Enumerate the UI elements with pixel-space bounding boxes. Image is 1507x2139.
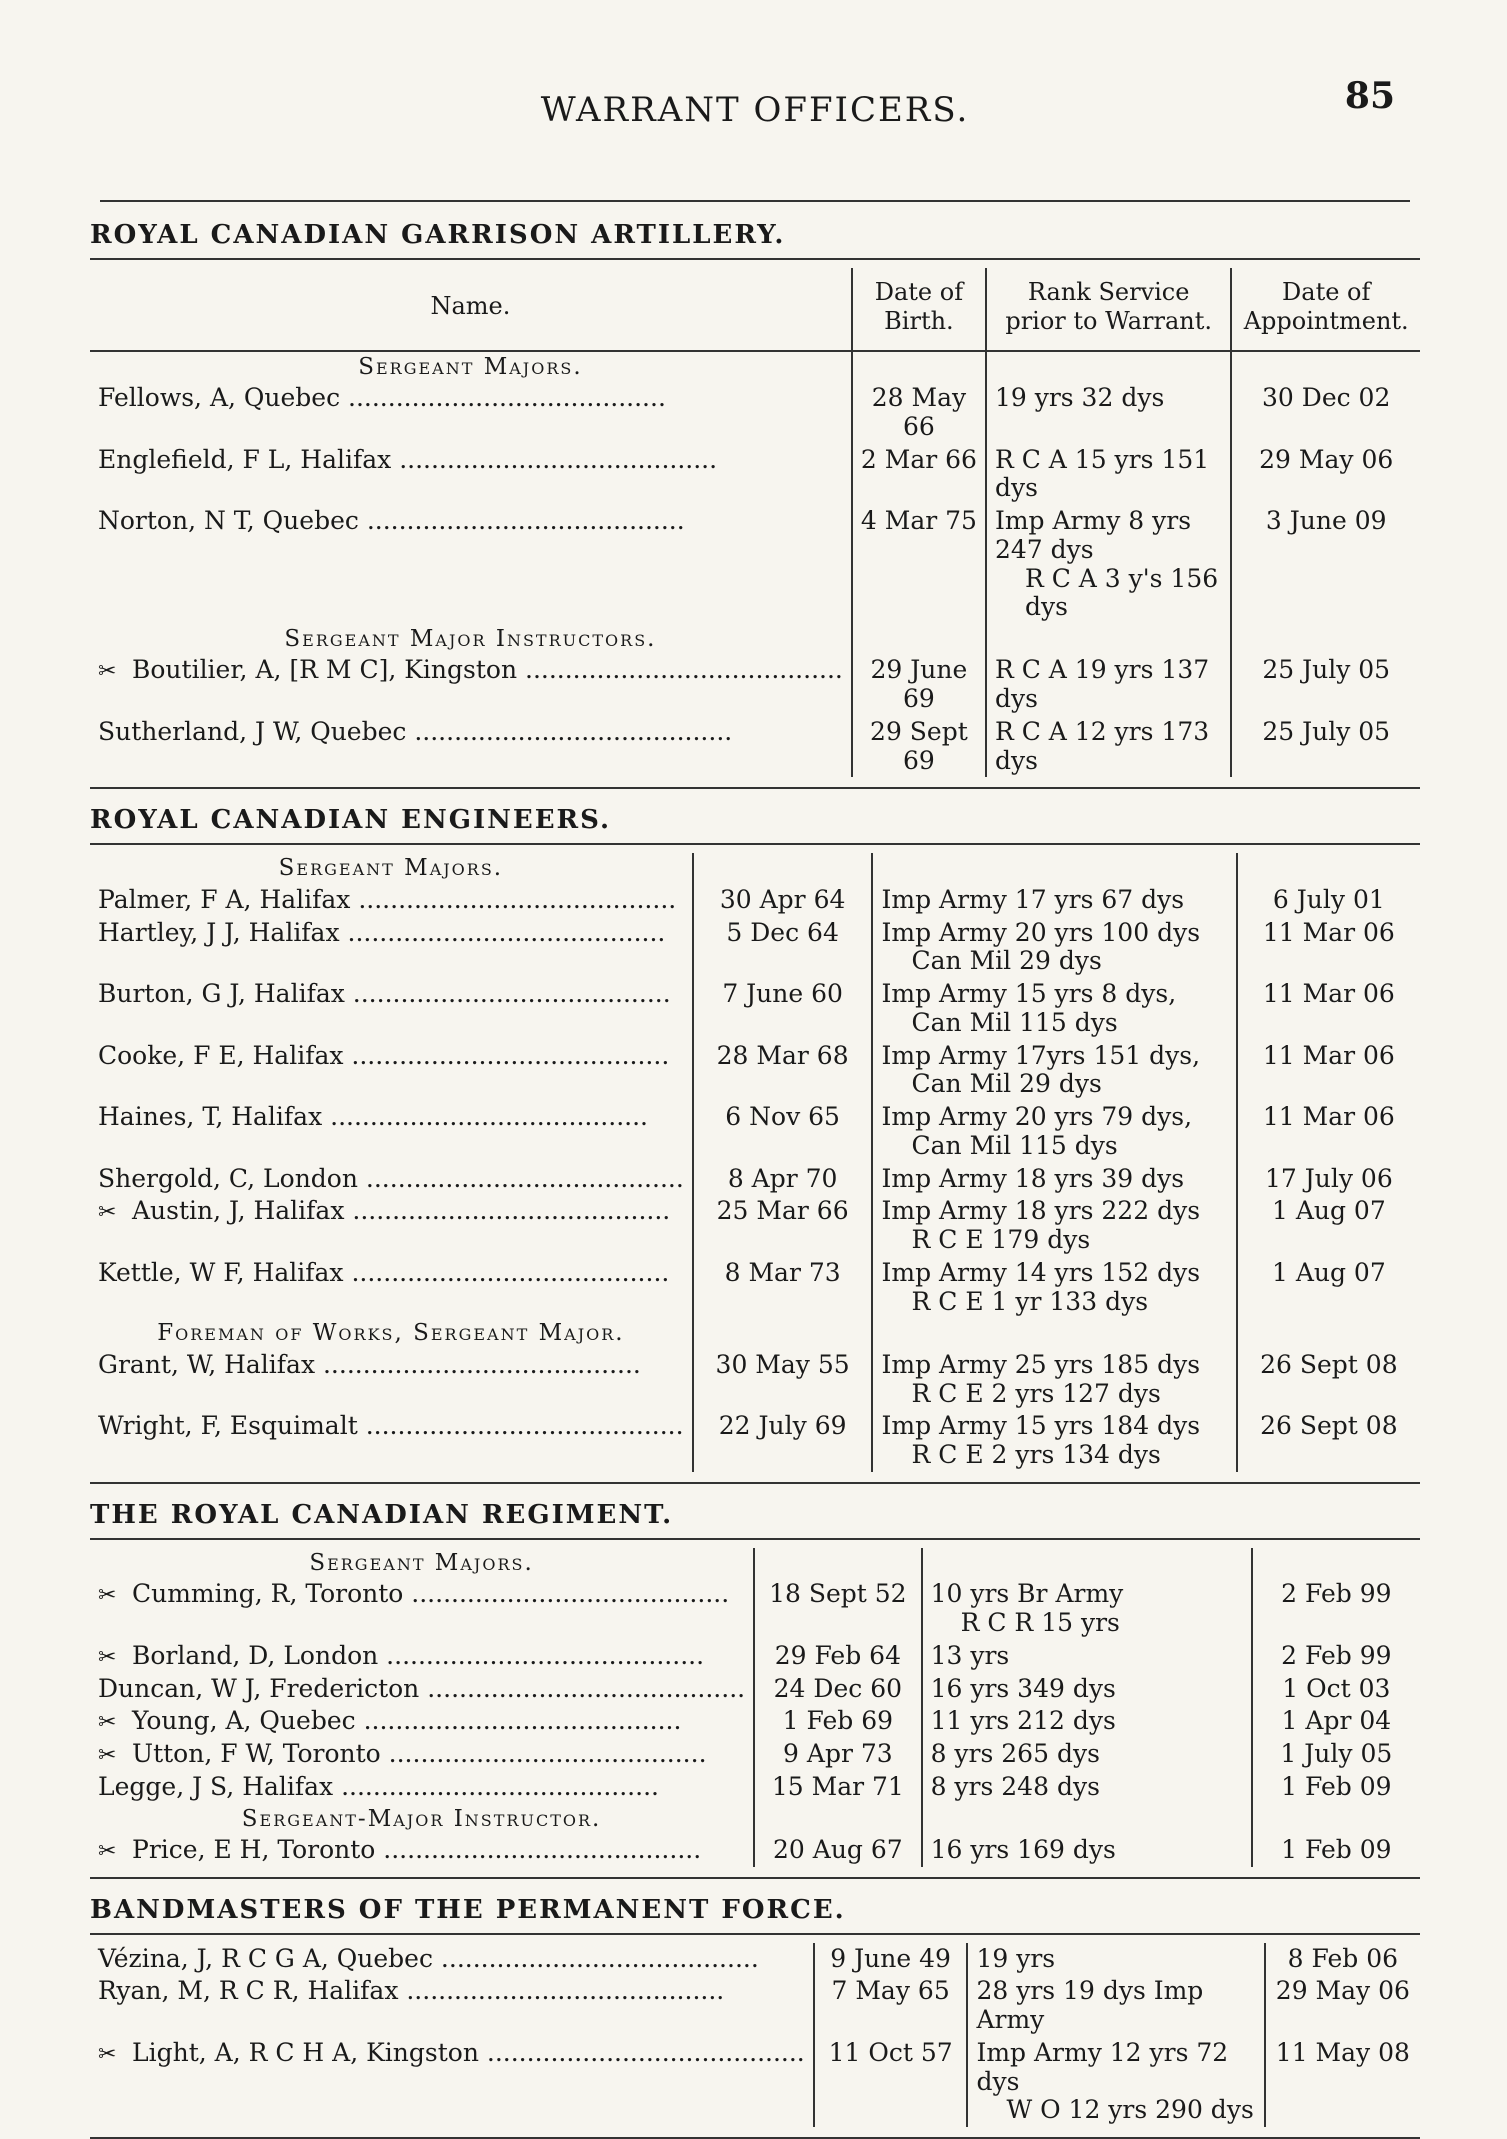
empty-cell — [754, 1804, 921, 1834]
date-of-birth: 5 Dec 64 — [693, 917, 873, 979]
officer-name — [90, 444, 852, 506]
date-of-appointment: 26 Sept 08 — [1237, 1349, 1420, 1411]
officer-name-text: Borland, D, London ........................................ — [132, 1640, 705, 1670]
empty-cell — [1252, 1548, 1420, 1578]
rank-service — [922, 1673, 1252, 1706]
date-of-birth: 29 Feb 64 — [754, 1640, 921, 1673]
section-bottom-rule — [90, 787, 1420, 789]
officer-name-text: Cooke, F E, Halifax ........................................ — [98, 1040, 670, 1070]
date-of-appointment: 25 July 05 — [1231, 654, 1420, 716]
section-title: ROYAL CANADIAN GARRISON ARTILLERY. — [90, 220, 786, 250]
officer-name-text: Legge, J S, Halifax ........................................ — [98, 1771, 659, 1801]
officer-name — [90, 1257, 693, 1319]
table-row — [90, 1640, 1420, 1673]
rank-service — [986, 654, 1231, 716]
officer-name-text: Shergold, C, London ........................................ — [98, 1163, 684, 1193]
date-of-birth: 7 May 65 — [814, 1975, 968, 2037]
table-row — [90, 444, 1420, 506]
empty-cell — [872, 853, 1236, 883]
date-of-appointment: 11 Mar 06 — [1237, 1040, 1420, 1102]
officer-name-text: Young, A, Quebec ........................................ — [132, 1706, 682, 1736]
officer-name — [90, 1410, 693, 1472]
officer-name-text: Fellows, A, Quebec ........................................ — [98, 383, 666, 413]
rank-service-line: R C E 1 yr 133 dys — [911, 1286, 1149, 1316]
date-of-appointment: 11 Mar 06 — [1237, 1101, 1420, 1163]
empty-cell — [852, 351, 986, 382]
scissors-mark-icon: ✂ — [98, 1838, 117, 1864]
rank-service — [872, 1195, 1236, 1257]
table-row — [90, 884, 1420, 917]
date-of-birth: 25 Mar 66 — [693, 1195, 873, 1257]
date-of-birth: 30 Apr 64 — [693, 884, 873, 917]
empty-cell — [1231, 624, 1420, 654]
empty-cell — [693, 853, 873, 883]
officer-name — [90, 1040, 693, 1102]
table-row — [90, 917, 1420, 979]
rank-service-line: Imp Army 18 yrs 222 dys — [881, 1196, 1201, 1226]
rank-service — [872, 884, 1236, 917]
officer-name-text: Duncan, W J, Fredericton ........................................ — [98, 1673, 746, 1703]
table-row — [90, 1257, 1420, 1319]
empty-cell — [922, 1548, 1252, 1578]
rank-service-line: 19 yrs — [976, 1943, 1056, 1973]
rank-service — [986, 716, 1231, 778]
officers-table — [90, 268, 1420, 777]
date-of-appointment: 11 Mar 06 — [1237, 917, 1420, 979]
officer-name-text: Boutilier, A, [R M C], Kingston ........................................ — [132, 655, 843, 685]
officer-name-text: Sutherland, J W, Quebec ........................................ — [98, 716, 733, 746]
officer-name-text: Kettle, W F, Halifax ........................................ — [98, 1257, 670, 1287]
officer-name — [90, 1943, 814, 1976]
rank-service — [967, 1943, 1264, 1976]
date-of-appointment: 1 July 05 — [1252, 1738, 1420, 1771]
rank-service-line: R C E 2 yrs 134 dys — [911, 1440, 1161, 1470]
officer-name-text: Price, E H, Toronto ........................................ — [132, 1834, 702, 1864]
document-page — [90, 40, 1420, 2139]
scissors-mark-icon: ✂ — [98, 1710, 117, 1736]
date-of-birth: 1 Feb 69 — [754, 1705, 921, 1738]
date-of-appointment: 1 Feb 09 — [1252, 1771, 1420, 1804]
officers-table — [90, 1548, 1420, 1867]
date-of-birth: 9 Apr 73 — [754, 1738, 921, 1771]
date-of-appointment: 30 Dec 02 — [1231, 382, 1420, 444]
section-title: ROYAL CANADIAN ENGINEERS. — [90, 805, 612, 836]
group-subhead: Sergeant Majors. — [358, 353, 583, 380]
officer-name — [90, 1640, 754, 1673]
rank-service — [872, 1040, 1236, 1102]
date-of-appointment: 1 Oct 03 — [1252, 1673, 1420, 1706]
officer-name — [90, 1975, 814, 2037]
rank-service-line: 13 yrs — [930, 1640, 1010, 1670]
empty-cell — [986, 624, 1231, 654]
rank-service — [872, 1163, 1236, 1196]
table-row — [90, 1771, 1420, 1804]
rank-service-line: 28 yrs 19 dys Imp Army — [976, 1976, 1204, 2035]
scissors-mark-icon: ✂ — [98, 1200, 117, 1226]
date-of-birth: 24 Dec 60 — [754, 1673, 921, 1706]
empty-cell — [1231, 351, 1420, 382]
page-number: 85 — [1344, 75, 1395, 117]
empty-cell — [754, 1548, 921, 1578]
table-row — [90, 654, 1420, 716]
officer-name — [90, 1163, 693, 1196]
rank-service — [986, 444, 1231, 506]
rank-service-line: Can Mil 115 dys — [911, 1007, 1118, 1037]
rank-service — [922, 1771, 1252, 1804]
scissors-mark-icon: ✂ — [98, 1743, 117, 1769]
date-of-appointment: 25 July 05 — [1231, 716, 1420, 778]
rank-service-line: Imp Army 8 yrs 247 dys — [994, 506, 1192, 564]
officer-name — [90, 654, 852, 716]
rank-service-line: R C A 19 yrs 137 dys — [994, 655, 1210, 714]
table-row — [90, 1738, 1420, 1771]
column-header-rank: Rank Service prior to Warrant. — [986, 268, 1231, 351]
section-rule — [90, 1933, 1420, 1935]
section-bottom-rule — [90, 1877, 1420, 1879]
date-of-birth: 11 Oct 57 — [814, 2037, 968, 2127]
rank-service — [872, 1349, 1236, 1411]
date-of-birth: 9 June 49 — [814, 1943, 968, 1976]
group-subhead: Sergeant Major Instructors. — [284, 626, 657, 653]
rank-service-line: Imp Army 20 yrs 100 dys — [881, 917, 1201, 947]
group-subhead: Sergeant Majors. — [278, 855, 504, 882]
officers-table — [90, 1943, 1420, 2128]
officer-name — [90, 1705, 754, 1738]
rank-service — [922, 1738, 1252, 1771]
scissors-mark-icon: ✂ — [98, 1644, 117, 1670]
date-of-birth: 2 Mar 66 — [852, 444, 986, 506]
rank-service — [986, 505, 1231, 624]
table-row — [90, 1410, 1420, 1472]
officer-name-text: Norton, N T, Quebec ........................................ — [98, 506, 685, 536]
table-body — [90, 1548, 1420, 1867]
date-of-appointment: 3 June 09 — [1231, 505, 1420, 624]
date-of-birth: 18 Sept 52 — [754, 1578, 921, 1640]
date-of-appointment: 1 Apr 04 — [1252, 1705, 1420, 1738]
officer-name-text: Cumming, R, Toronto ........................................ — [132, 1579, 730, 1609]
group-subhead: Foreman of Works, Sergeant Major. — [157, 1320, 625, 1347]
rank-service — [967, 2037, 1264, 2127]
empty-cell — [1252, 1804, 1420, 1834]
header-rule — [100, 200, 1410, 202]
empty-cell — [1237, 1318, 1420, 1348]
officer-name — [90, 917, 693, 979]
officer-name — [90, 1771, 754, 1804]
rank-service-line: 19 yrs 32 dys — [994, 383, 1165, 413]
rank-service — [872, 917, 1236, 979]
date-of-appointment: 26 Sept 08 — [1237, 1410, 1420, 1472]
date-of-appointment: 1 Feb 09 — [1252, 1834, 1420, 1867]
scissors-mark-icon: ✂ — [98, 1583, 117, 1609]
table-header — [90, 268, 1420, 351]
group-subhead-row — [90, 1548, 1420, 1578]
date-of-birth: 22 July 69 — [693, 1410, 873, 1472]
group-subhead: Sergeant Majors. — [309, 1549, 534, 1576]
group-subhead-row — [90, 624, 1420, 654]
empty-cell — [1237, 853, 1420, 883]
group-subhead-row — [90, 351, 1420, 382]
table-row — [90, 1834, 1420, 1867]
rank-service-line: 8 yrs 248 dys — [930, 1771, 1100, 1801]
rank-service — [922, 1834, 1252, 1867]
officer-name-text: Ryan, M, R C R, Halifax ........................................ — [98, 1976, 725, 2006]
section-title: BANDMASTERS OF THE PERMANENT FORCE. — [90, 1894, 846, 1925]
rank-service-line: 11 yrs 212 dys — [930, 1706, 1116, 1736]
date-of-appointment: 29 May 06 — [1265, 1975, 1420, 2037]
rank-service — [922, 1705, 1252, 1738]
table-body — [90, 853, 1420, 1471]
date-of-birth: 28 Mar 68 — [693, 1040, 873, 1102]
officer-name — [90, 1349, 693, 1411]
date-of-birth: 8 Apr 70 — [693, 1163, 873, 1196]
date-of-appointment: 8 Feb 06 — [1265, 1943, 1420, 1976]
officer-name — [90, 382, 852, 444]
rank-service-line: 8 yrs 265 dys — [930, 1739, 1100, 1769]
rank-service-line: Imp Army 15 yrs 184 dys — [881, 1411, 1201, 1441]
officer-name-text: Grant, W, Halifax ........................................ — [98, 1349, 641, 1379]
rank-service-line: Can Mil 29 dys — [911, 946, 1102, 976]
date-of-appointment: 17 July 06 — [1237, 1163, 1420, 1196]
column-header-appointment: Date of Appointment. — [1231, 268, 1420, 351]
empty-cell — [986, 351, 1231, 382]
rank-service-line: Imp Army 14 yrs 152 dys — [881, 1257, 1201, 1287]
officer-name — [90, 2037, 814, 2127]
officer-name-text: Wright, F, Esquimalt ........................................ — [98, 1411, 684, 1441]
page-header — [90, 40, 1420, 150]
group-subhead: Sergeant-Major Instructor. — [241, 1805, 602, 1832]
table-body — [90, 351, 1420, 778]
rank-service-line: R C R 15 yrs — [960, 1608, 1120, 1638]
rank-service-line: Imp Army 15 yrs 8 dys, — [881, 979, 1177, 1009]
date-of-birth: 7 June 60 — [693, 978, 873, 1040]
rank-service-line: Can Mil 29 dys — [911, 1069, 1102, 1099]
rank-service-line: R C A 12 yrs 173 dys — [994, 716, 1210, 775]
section-rule — [90, 258, 1420, 260]
date-of-birth: 8 Mar 73 — [693, 1257, 873, 1319]
rank-service-line: Imp Army 18 yrs 39 dys — [881, 1163, 1185, 1193]
rank-service-line: W O 12 yrs 290 dys — [1006, 2095, 1254, 2125]
scissors-mark-icon: ✂ — [98, 659, 117, 685]
empty-cell — [852, 624, 986, 654]
officer-name-text: Austin, J, Halifax ........................................ — [132, 1196, 671, 1226]
date-of-appointment: 1 Aug 07 — [1237, 1257, 1420, 1319]
rank-service — [922, 1640, 1252, 1673]
header-row — [90, 268, 1420, 351]
date-of-birth: 30 May 55 — [693, 1349, 873, 1411]
rank-service — [986, 382, 1231, 444]
date-of-appointment: 11 Mar 06 — [1237, 978, 1420, 1040]
officer-name-text: Palmer, F A, Halifax ........................................ — [98, 884, 677, 914]
officer-name-text: Hartley, J J, Halifax ........................................ — [98, 917, 666, 947]
officer-name — [90, 1578, 754, 1640]
rank-service-line: R C A 3 y's 156 dys — [1024, 563, 1219, 622]
rank-service-line: 16 yrs 169 dys — [930, 1834, 1116, 1864]
date-of-birth: 4 Mar 75 — [852, 505, 986, 624]
page-title: WARRANT OFFICERS. — [540, 90, 970, 130]
table-row — [90, 382, 1420, 444]
rank-service-line: Imp Army 25 yrs 185 dys — [881, 1349, 1201, 1379]
table-row — [90, 1943, 1420, 1976]
date-of-birth: 28 May 66 — [852, 382, 986, 444]
section-rule — [90, 843, 1420, 845]
officer-name-text: Burton, G J, Halifax ........................................ — [98, 979, 671, 1009]
table-row — [90, 716, 1420, 778]
date-of-birth: 29 June 69 — [852, 654, 986, 716]
date-of-appointment: 1 Aug 07 — [1237, 1195, 1420, 1257]
table-row — [90, 2037, 1420, 2127]
empty-cell — [872, 1318, 1236, 1348]
rank-service-line: Imp Army 17yrs 151 dys, — [881, 1040, 1201, 1070]
rank-service-line: Imp Army 17 yrs 67 dys — [881, 884, 1185, 914]
date-of-appointment: 2 Feb 99 — [1252, 1578, 1420, 1640]
rank-service-line: 16 yrs 349 dys — [930, 1673, 1116, 1703]
table-row — [90, 978, 1420, 1040]
rank-service-line: R C E 2 yrs 127 dys — [911, 1378, 1161, 1408]
date-of-appointment: 11 May 08 — [1265, 2037, 1420, 2127]
rank-service — [922, 1578, 1252, 1640]
officer-name — [90, 1195, 693, 1257]
group-subhead-row — [90, 853, 1420, 883]
table-row — [90, 1163, 1420, 1196]
rank-service — [872, 1257, 1236, 1319]
table-row — [90, 1349, 1420, 1411]
officer-name — [90, 1738, 754, 1771]
sections-container — [90, 220, 1420, 2139]
column-header-birth: Date of Birth. — [852, 268, 986, 351]
rank-service — [872, 1410, 1236, 1472]
section-rule — [90, 1538, 1420, 1540]
scissors-mark-icon: ✂ — [98, 2041, 117, 2067]
officer-name-text: Light, A, R C H A, Kingston ........................................ — [132, 2037, 805, 2067]
group-subhead-row — [90, 1804, 1420, 1834]
officer-name — [90, 978, 693, 1040]
officer-name — [90, 1101, 693, 1163]
section-bottom-rule — [90, 1482, 1420, 1484]
table-body — [90, 1943, 1420, 2128]
officer-name — [90, 1673, 754, 1706]
officer-name-text: Haines, T, Halifax ........................................ — [98, 1102, 648, 1132]
table-row — [90, 1578, 1420, 1640]
rank-service — [967, 1975, 1264, 2037]
date-of-appointment: 2 Feb 99 — [1252, 1640, 1420, 1673]
date-of-appointment: 29 May 06 — [1231, 444, 1420, 506]
rank-service — [872, 978, 1236, 1040]
officer-name — [90, 716, 852, 778]
officer-name — [90, 505, 852, 624]
rank-service-line: R C E 179 dys — [911, 1225, 1091, 1255]
officer-name-text: Utton, F W, Toronto ........................................ — [132, 1739, 707, 1769]
officer-name — [90, 1834, 754, 1867]
table-row — [90, 1040, 1420, 1102]
column-header-name: Name. — [90, 268, 852, 351]
officer-name-text: Englefield, F L, Halifax ........................................ — [98, 444, 718, 474]
rank-service — [872, 1101, 1236, 1163]
officer-name-text: Vézina, J, R C G A, Quebec ........................................ — [98, 1943, 759, 1973]
rank-service-line: Can Mil 115 dys — [911, 1130, 1118, 1160]
table-row — [90, 1673, 1420, 1706]
officer-name — [90, 884, 693, 917]
date-of-birth: 6 Nov 65 — [693, 1101, 873, 1163]
table-row — [90, 1101, 1420, 1163]
rank-service-line: R C A 15 yrs 151 dys — [994, 444, 1210, 503]
officers-table — [90, 853, 1420, 1471]
date-of-birth: 29 Sept 69 — [852, 716, 986, 778]
empty-cell — [922, 1804, 1252, 1834]
group-subhead-row — [90, 1318, 1420, 1348]
date-of-birth: 15 Mar 71 — [754, 1771, 921, 1804]
section-title: THE ROYAL CANADIAN REGIMENT. — [90, 1499, 674, 1530]
rank-service-line: 10 yrs Br Army — [930, 1579, 1124, 1609]
table-row — [90, 1975, 1420, 2037]
date-of-birth: 20 Aug 67 — [754, 1834, 921, 1867]
table-row — [90, 1705, 1420, 1738]
empty-cell — [693, 1318, 873, 1348]
rank-service-line: Imp Army 12 yrs 72 dys — [976, 2037, 1229, 2096]
table-row — [90, 1195, 1420, 1257]
table-row — [90, 505, 1420, 624]
date-of-appointment: 6 July 01 — [1237, 884, 1420, 917]
rank-service-line: Imp Army 20 yrs 79 dys, — [881, 1102, 1193, 1132]
